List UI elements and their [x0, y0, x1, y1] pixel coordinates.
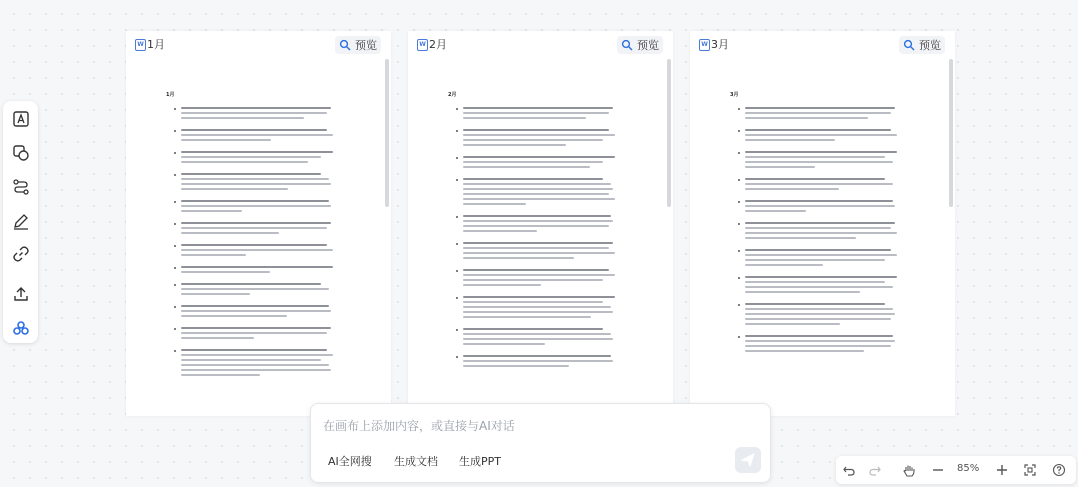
list-bullet	[738, 336, 740, 338]
text-line	[181, 332, 327, 334]
text-line	[745, 237, 856, 239]
preview-icon	[903, 39, 915, 51]
link-icon[interactable]	[9, 242, 33, 266]
zoom-out-icon[interactable]	[929, 461, 947, 479]
preview-label: 预览	[637, 39, 659, 52]
scrollbar[interactable]	[667, 59, 671, 207]
text-line	[745, 156, 885, 158]
list-bullet	[174, 201, 176, 203]
text-line	[181, 173, 321, 175]
text-line	[463, 274, 615, 276]
word-doc-icon: W	[135, 39, 146, 51]
word-doc-icon: W	[699, 39, 710, 51]
text-line	[463, 230, 537, 232]
text-line	[745, 112, 891, 114]
list-bullet	[456, 270, 458, 272]
text-line	[745, 117, 868, 119]
list-bullet	[738, 179, 740, 181]
text-line	[181, 129, 327, 131]
text-line	[463, 296, 615, 298]
document-heading: 3月	[730, 92, 739, 98]
text-line	[463, 183, 611, 185]
text-line	[181, 139, 271, 141]
text-line	[463, 311, 613, 313]
text-line	[463, 242, 613, 244]
list-bullet	[456, 329, 458, 331]
text-line	[745, 183, 893, 185]
list-bullet	[174, 306, 176, 308]
send-button[interactable]	[735, 447, 761, 473]
text-line	[745, 139, 835, 141]
list-bullet	[738, 304, 740, 306]
text-line	[463, 343, 545, 345]
document-card-1[interactable]	[126, 31, 391, 416]
undo-icon[interactable]	[840, 461, 858, 479]
card-title: 3月	[711, 38, 729, 51]
text-line	[745, 151, 897, 153]
text-line	[745, 134, 897, 136]
upload-icon[interactable]	[9, 282, 33, 306]
list-bullet	[456, 356, 458, 358]
text-line	[745, 264, 823, 266]
text-icon[interactable]	[9, 107, 33, 131]
text-line	[745, 210, 806, 212]
text-line	[745, 200, 893, 202]
hand-pan-icon[interactable]	[900, 461, 918, 479]
list-bullet	[174, 223, 176, 225]
left-toolbar	[3, 101, 38, 343]
text-line	[181, 364, 329, 366]
text-line	[181, 112, 327, 114]
card-title: 2月	[429, 38, 447, 51]
text-line	[745, 340, 895, 342]
document-card-3[interactable]	[690, 31, 955, 416]
text-line	[463, 360, 613, 362]
text-line	[463, 144, 566, 146]
text-line	[181, 354, 333, 356]
text-line	[745, 205, 895, 207]
zoom-toolbar	[836, 456, 1076, 484]
text-line	[745, 129, 891, 131]
text-line	[463, 333, 611, 335]
text-line	[181, 369, 331, 371]
text-line	[745, 188, 839, 190]
document-page	[126, 59, 381, 416]
text-line	[181, 293, 250, 295]
card-title: 1月	[147, 38, 165, 51]
list-bullet	[174, 130, 176, 132]
text-line	[745, 318, 891, 320]
text-line	[181, 310, 331, 312]
quick-action-ai-search[interactable]: AI全网搜	[328, 455, 372, 468]
document-page	[408, 59, 663, 416]
list-bullet	[456, 130, 458, 132]
text-line	[745, 308, 893, 310]
list-bullet	[174, 245, 176, 247]
list-bullet	[738, 108, 740, 110]
preview-button[interactable]	[335, 36, 381, 54]
text-line	[463, 203, 526, 205]
list-bullet	[174, 328, 176, 330]
text-line	[181, 205, 331, 207]
text-line	[745, 313, 895, 315]
text-line	[463, 139, 603, 141]
text-line	[181, 315, 287, 317]
text-line	[745, 281, 885, 283]
text-line	[463, 338, 613, 340]
preview-icon	[621, 39, 633, 51]
text-line	[463, 107, 613, 109]
text-line	[463, 284, 541, 286]
card-header	[690, 31, 955, 59]
text-line	[181, 188, 288, 190]
text-line	[463, 301, 603, 303]
list-bullet	[456, 157, 458, 159]
document-heading: 1月	[166, 92, 175, 98]
list-bullet	[174, 350, 176, 352]
list-bullet	[456, 179, 458, 181]
text-line	[745, 161, 893, 163]
text-line	[745, 232, 897, 234]
text-line	[463, 220, 613, 222]
list-bullet	[456, 108, 458, 110]
text-line	[181, 227, 327, 229]
text-line	[181, 349, 327, 351]
text-line	[181, 266, 333, 268]
text-line	[181, 254, 246, 256]
list-bullet	[174, 108, 176, 110]
text-line	[463, 117, 586, 119]
list-bullet	[738, 277, 740, 279]
fit-to-screen-icon[interactable]	[1021, 461, 1039, 479]
text-line	[463, 225, 609, 227]
list-bullet	[456, 297, 458, 299]
shape-icon[interactable]	[9, 141, 33, 165]
quick-action-generate-doc[interactable]: 生成文档	[394, 455, 438, 468]
text-line	[181, 178, 329, 180]
text-line	[463, 112, 609, 114]
text-line	[745, 291, 860, 293]
text-line	[181, 156, 321, 158]
send-icon	[741, 453, 755, 467]
redo-icon[interactable]	[866, 461, 884, 479]
list-bullet	[174, 267, 176, 269]
text-line	[181, 134, 333, 136]
text-line	[181, 374, 260, 376]
preview-icon	[339, 39, 351, 51]
text-line	[745, 166, 815, 168]
list-bullet	[738, 223, 740, 225]
text-line	[181, 232, 279, 234]
text-line	[745, 259, 885, 261]
document-heading: 2月	[448, 92, 457, 98]
document-card-2[interactable]	[408, 31, 673, 416]
text-line	[463, 316, 591, 318]
document-page	[690, 59, 945, 416]
text-line	[181, 222, 331, 224]
text-line	[745, 286, 893, 288]
text-line	[745, 222, 895, 224]
text-line	[463, 129, 609, 131]
text-line	[181, 271, 270, 273]
ai-nodes-icon[interactable]	[9, 316, 33, 340]
text-line	[463, 156, 615, 158]
text-line	[181, 161, 308, 163]
zoom-level: 85%	[957, 463, 980, 474]
text-line	[463, 257, 574, 259]
preview-label: 预览	[355, 39, 377, 52]
text-line	[181, 151, 333, 153]
word-doc-icon: W	[417, 39, 428, 51]
list-bullet	[456, 216, 458, 218]
text-line	[463, 355, 611, 357]
text-line	[745, 227, 891, 229]
text-line	[181, 117, 304, 119]
preview-button[interactable]	[899, 36, 945, 54]
text-line	[463, 198, 615, 200]
text-line	[181, 183, 331, 185]
text-line	[745, 345, 891, 347]
text-line	[463, 166, 590, 168]
text-line	[463, 306, 611, 308]
text-line	[463, 365, 569, 367]
text-line	[181, 210, 242, 212]
text-line	[745, 254, 897, 256]
list-bullet	[738, 130, 740, 132]
text-line	[463, 178, 603, 180]
text-line	[463, 188, 613, 190]
text-line	[745, 107, 895, 109]
card-header	[126, 31, 391, 59]
text-line	[181, 327, 331, 329]
text-line	[181, 244, 327, 246]
text-line	[181, 288, 329, 290]
text-line	[463, 134, 615, 136]
list-bullet	[456, 243, 458, 245]
text-line	[745, 350, 864, 352]
list-bullet	[738, 201, 740, 203]
text-line	[463, 193, 609, 195]
scrollbar[interactable]	[385, 59, 389, 207]
text-line	[463, 252, 615, 254]
text-line	[745, 249, 891, 251]
text-line	[463, 269, 609, 271]
text-line	[463, 328, 603, 330]
preview-label: 预览	[919, 39, 941, 52]
text-line	[181, 200, 329, 202]
text-line	[463, 215, 611, 217]
text-line	[181, 359, 321, 361]
text-line	[181, 305, 329, 307]
text-line	[745, 178, 885, 180]
text-line	[463, 279, 603, 281]
text-line	[745, 276, 897, 278]
text-line	[181, 337, 254, 339]
text-line	[181, 107, 331, 109]
text-line	[745, 335, 893, 337]
text-line	[745, 323, 840, 325]
list-bullet	[174, 284, 176, 286]
text-line	[463, 161, 603, 163]
chat-placeholder[interactable]: 在画布上添加内容，或直接与AI对话	[323, 419, 515, 433]
help-icon[interactable]	[1050, 461, 1068, 479]
ai-chat-input[interactable]	[310, 403, 771, 483]
scrollbar[interactable]	[949, 59, 953, 207]
list-bullet	[174, 174, 176, 176]
text-line	[181, 283, 321, 285]
list-bullet	[738, 250, 740, 252]
quick-action-generate-ppt[interactable]: 生成PPT	[459, 455, 501, 468]
preview-button[interactable]	[617, 36, 663, 54]
list-bullet	[174, 152, 176, 154]
zoom-in-icon[interactable]	[993, 461, 1011, 479]
text-line	[463, 247, 609, 249]
card-header	[408, 31, 673, 59]
list-bullet	[738, 152, 740, 154]
pen-icon[interactable]	[9, 209, 33, 233]
text-line	[745, 303, 885, 305]
connector-icon[interactable]	[9, 175, 33, 199]
text-line	[181, 249, 333, 251]
